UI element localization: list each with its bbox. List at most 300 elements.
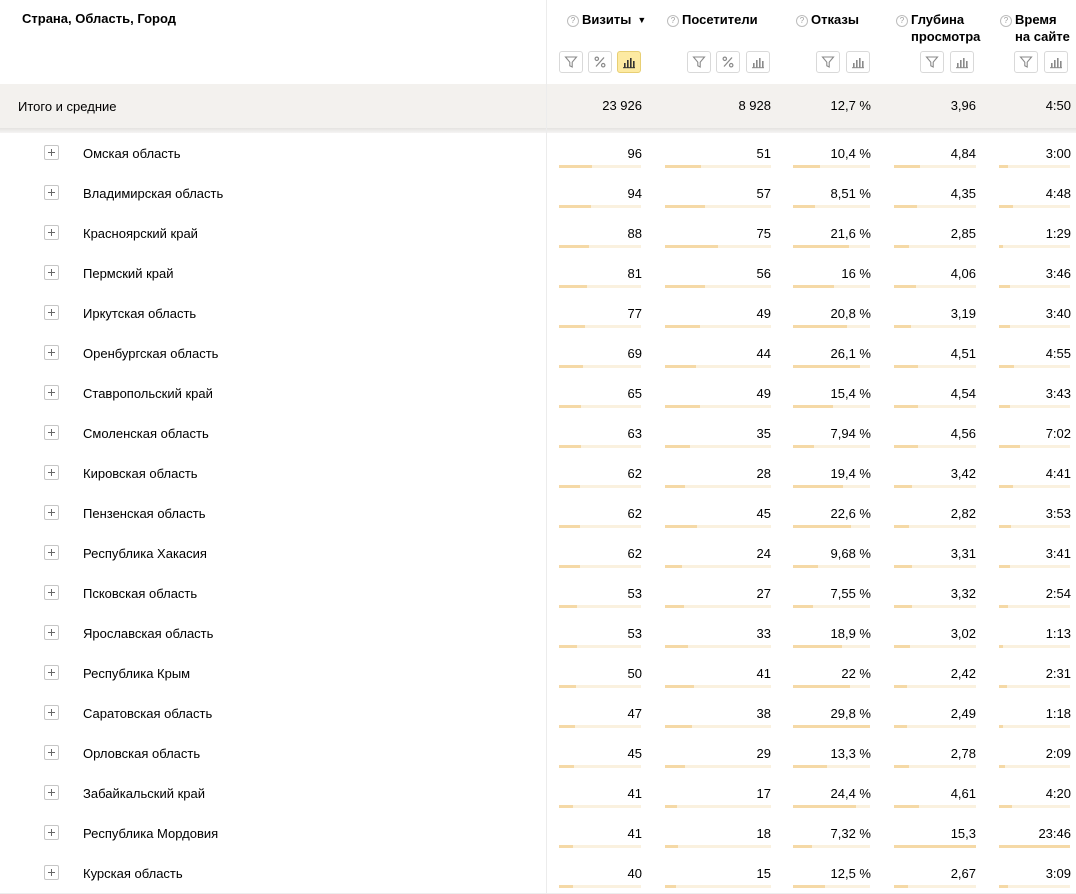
bar-track-depth	[894, 245, 976, 248]
bar-fill-bounce	[793, 485, 843, 488]
cell-visits: 62	[627, 546, 642, 561]
region-name[interactable]: Республика Крым	[83, 666, 191, 681]
expand-plus-icon[interactable]	[44, 185, 59, 200]
visitors-bar-chart-button[interactable]	[746, 51, 770, 73]
region-name[interactable]: Пермский край	[83, 266, 174, 281]
percent-icon	[593, 55, 607, 69]
cell-visits: 77	[627, 306, 642, 321]
cell-time: 3:43	[1045, 386, 1071, 401]
bar-fill-time	[999, 685, 1007, 688]
cell-time: 2:09	[1045, 746, 1071, 761]
cell-time: 23:46	[1038, 826, 1071, 841]
table-row[interactable]	[0, 573, 1076, 614]
cell-time: 3:41	[1045, 546, 1071, 561]
cell-depth: 2,42	[950, 666, 976, 681]
cell-visits: 94	[627, 186, 642, 201]
cell-visitors: 44	[756, 346, 771, 361]
bar-track-time	[999, 325, 1070, 328]
cell-visitors: 17	[756, 786, 771, 801]
table-row[interactable]	[0, 533, 1076, 574]
bar-track-visits	[559, 245, 641, 248]
filter-icon	[925, 55, 939, 69]
expand-plus-icon[interactable]	[44, 385, 59, 400]
cell-visitors: 51	[756, 146, 771, 161]
bar-fill-depth	[894, 525, 909, 528]
table-row[interactable]	[0, 773, 1076, 814]
region-name[interactable]: Пензенская область	[83, 506, 206, 521]
cell-depth: 3,19	[950, 306, 976, 321]
help-icon[interactable]: ?	[896, 15, 908, 27]
cell-depth: 4,56	[950, 426, 976, 441]
column-header-visitors[interactable]	[667, 11, 758, 28]
cell-visits: 47	[627, 706, 642, 721]
bar-track-bounce	[793, 525, 870, 528]
cell-time: 3:53	[1045, 506, 1071, 521]
region-name[interactable]: Владимирская область	[83, 186, 224, 201]
bar-fill-bounce	[793, 405, 833, 408]
bar-fill-time	[999, 285, 1010, 288]
table-row[interactable]	[0, 853, 1076, 894]
depth-filter-button[interactable]	[920, 51, 944, 73]
bar-fill-time	[999, 525, 1011, 528]
bar-fill-bounce	[793, 645, 842, 648]
region-name[interactable]: Оренбургская область	[83, 346, 219, 361]
bar-track-depth	[894, 405, 976, 408]
bar-track-visitors	[665, 845, 771, 848]
bar-track-bounce	[793, 445, 870, 448]
bar-track-time	[999, 485, 1070, 488]
table-row[interactable]	[0, 173, 1076, 214]
bar-fill-bounce	[793, 165, 820, 168]
bar-fill-time	[999, 485, 1013, 488]
region-name[interactable]: Ярославская область	[83, 626, 214, 641]
table-header	[0, 0, 1076, 84]
table-row[interactable]	[0, 253, 1076, 294]
visitors-percent-button[interactable]	[716, 51, 740, 73]
expand-plus-icon[interactable]	[44, 425, 59, 440]
bar-fill-visitors	[665, 805, 677, 808]
bar-fill-bounce	[793, 325, 847, 328]
expand-plus-icon[interactable]	[44, 545, 59, 560]
cell-bounce: 29,8 %	[830, 706, 871, 721]
bar-fill-depth	[894, 805, 919, 808]
bar-fill-bounce	[793, 565, 818, 568]
bar-track-visitors	[665, 765, 771, 768]
bar-track-time	[999, 685, 1070, 688]
cell-time: 4:48	[1045, 186, 1071, 201]
visitors-filter-button[interactable]	[687, 51, 711, 73]
bar-fill-depth	[894, 165, 920, 168]
percent-icon	[721, 55, 735, 69]
column-header-depth[interactable]	[896, 11, 980, 45]
visits-bar-chart-button[interactable]	[617, 51, 641, 73]
bounce-bar-chart-button[interactable]	[846, 51, 870, 73]
table-row[interactable]	[0, 733, 1076, 774]
bar-fill-time	[999, 405, 1010, 408]
cell-time: 7:02	[1045, 426, 1071, 441]
bar-track-depth	[894, 445, 976, 448]
bar-fill-visitors	[665, 645, 688, 648]
bar-track-bounce	[793, 165, 870, 168]
table-row[interactable]	[0, 293, 1076, 334]
table-row[interactable]	[0, 373, 1076, 414]
totals-visits: 23 926	[602, 98, 642, 113]
bar-fill-visits	[559, 445, 581, 448]
time-bar-chart-button[interactable]	[1044, 51, 1068, 73]
bar-track-visitors	[665, 525, 771, 528]
bar-track-visitors	[665, 605, 771, 608]
visits-percent-button[interactable]	[588, 51, 612, 73]
bar-track-time	[999, 165, 1070, 168]
column-header-label: Визиты	[582, 12, 632, 27]
bar-track-bounce	[793, 685, 870, 688]
bar-fill-time	[999, 765, 1005, 768]
bar-fill-visits	[559, 205, 591, 208]
region-name[interactable]: Орловская область	[83, 746, 201, 761]
bar-track-time	[999, 245, 1070, 248]
bar-track-visitors	[665, 285, 771, 288]
bar-fill-depth	[894, 725, 907, 728]
bar-track-bounce	[793, 765, 870, 768]
bar-fill-visitors	[665, 405, 700, 408]
bar-fill-visits	[559, 845, 573, 848]
filter-icon	[1019, 55, 1033, 69]
region-name[interactable]: Саратовская область	[83, 706, 213, 721]
bar-fill-bounce	[793, 525, 851, 528]
cell-depth: 2,85	[950, 226, 976, 241]
bar-track-visits	[559, 485, 641, 488]
bar-track-bounce	[793, 845, 870, 848]
bar-track-bounce	[793, 285, 870, 288]
region-name[interactable]: Республика Мордовия	[83, 826, 219, 841]
bar-chart-icon	[1049, 55, 1063, 69]
expand-plus-icon[interactable]	[44, 865, 59, 880]
bar-chart-icon	[622, 55, 636, 69]
bar-track-bounce	[793, 205, 870, 208]
cell-time: 1:18	[1045, 706, 1071, 721]
bar-fill-visitors	[665, 845, 678, 848]
table-row[interactable]	[0, 613, 1076, 654]
bar-fill-visitors	[665, 765, 685, 768]
bar-track-visits	[559, 365, 641, 368]
bar-track-bounce	[793, 565, 870, 568]
cell-time: 4:41	[1045, 466, 1071, 481]
bar-fill-visits	[559, 725, 575, 728]
bar-fill-bounce	[793, 885, 825, 888]
bar-track-visitors	[665, 685, 771, 688]
region-name[interactable]: Иркутская область	[83, 306, 197, 321]
cell-visits: 63	[627, 426, 642, 441]
column-header-time[interactable]	[1000, 11, 1070, 45]
cell-bounce: 15,4 %	[830, 386, 871, 401]
cell-visits: 65	[627, 386, 642, 401]
bar-fill-visitors	[665, 605, 684, 608]
bar-fill-time	[999, 325, 1010, 328]
bar-fill-bounce	[793, 845, 812, 848]
column-header-bounce[interactable]	[796, 11, 859, 28]
bar-track-visitors	[665, 725, 771, 728]
expand-plus-icon[interactable]	[44, 825, 59, 840]
bar-track-depth	[894, 805, 976, 808]
cell-depth: 4,51	[950, 346, 976, 361]
depth-bar-chart-button[interactable]	[950, 51, 974, 73]
cell-visitors: 29	[756, 746, 771, 761]
bar-fill-visitors	[665, 725, 692, 728]
cell-time: 1:29	[1045, 226, 1071, 241]
cell-bounce: 24,4 %	[830, 786, 871, 801]
table-row[interactable]	[0, 813, 1076, 854]
table-row[interactable]	[0, 493, 1076, 534]
cell-visitors: 49	[756, 386, 771, 401]
bar-track-bounce	[793, 805, 870, 808]
expand-plus-icon[interactable]	[44, 345, 59, 360]
cell-bounce: 21,6 %	[830, 226, 871, 241]
cell-visitors: 56	[756, 266, 771, 281]
help-icon[interactable]: ?	[567, 15, 579, 27]
bar-track-depth	[894, 285, 976, 288]
bar-track-depth	[894, 885, 976, 888]
bar-track-bounce	[793, 725, 870, 728]
help-icon[interactable]: ?	[1000, 15, 1012, 27]
expand-plus-icon[interactable]	[44, 145, 59, 160]
bar-fill-bounce	[793, 725, 870, 728]
bar-fill-time	[999, 845, 1070, 848]
bar-track-bounce	[793, 605, 870, 608]
region-name[interactable]: Псковская область	[83, 586, 198, 601]
expand-plus-icon[interactable]	[44, 785, 59, 800]
cell-visitors: 33	[756, 626, 771, 641]
region-name[interactable]: Республика Хакасия	[83, 546, 207, 561]
bar-track-visits	[559, 285, 641, 288]
table-row[interactable]	[0, 453, 1076, 494]
cell-visitors: 57	[756, 186, 771, 201]
region-name[interactable]: Кировская область	[83, 466, 198, 481]
bar-fill-bounce	[793, 685, 850, 688]
table-row[interactable]	[0, 653, 1076, 694]
cell-bounce: 19,4 %	[830, 466, 871, 481]
cell-bounce: 18,9 %	[830, 626, 871, 641]
bar-fill-visits	[559, 565, 580, 568]
bar-fill-bounce	[793, 365, 860, 368]
region-name[interactable]: Курская область	[83, 866, 183, 881]
bar-track-visitors	[665, 205, 771, 208]
time-filter-button[interactable]	[1014, 51, 1038, 73]
expand-plus-icon[interactable]	[44, 225, 59, 240]
bar-fill-depth	[894, 885, 908, 888]
bar-fill-time	[999, 725, 1003, 728]
bar-fill-visitors	[665, 245, 718, 248]
bar-fill-visits	[559, 485, 580, 488]
cell-bounce: 12,5 %	[830, 866, 871, 881]
bar-track-visits	[559, 565, 641, 568]
bar-fill-visits	[559, 645, 577, 648]
bar-fill-time	[999, 365, 1014, 368]
column-header-label: Время на сайте	[1015, 12, 1070, 44]
bar-track-bounce	[793, 885, 870, 888]
expand-plus-icon[interactable]	[44, 465, 59, 480]
cell-bounce: 9,68 %	[830, 546, 871, 561]
bar-fill-depth	[894, 365, 918, 368]
cell-bounce: 22,6 %	[830, 506, 871, 521]
bar-track-visits	[559, 525, 641, 528]
bar-track-depth	[894, 565, 976, 568]
bar-fill-depth	[894, 685, 907, 688]
cell-depth: 4,61	[950, 786, 976, 801]
bar-track-visitors	[665, 325, 771, 328]
expand-plus-icon[interactable]	[44, 665, 59, 680]
sort-desc-icon[interactable]: ▼	[637, 15, 647, 25]
cell-depth: 2,49	[950, 706, 976, 721]
expand-plus-icon[interactable]	[44, 505, 59, 520]
bar-track-time	[999, 285, 1070, 288]
bar-track-bounce	[793, 485, 870, 488]
bar-track-visitors	[665, 565, 771, 568]
bar-track-visitors	[665, 165, 771, 168]
bar-fill-visits	[559, 245, 589, 248]
bar-fill-depth	[894, 605, 912, 608]
bounce-filter-button[interactable]	[816, 51, 840, 73]
bar-track-bounce	[793, 405, 870, 408]
table-row[interactable]	[0, 413, 1076, 454]
cell-depth: 3,02	[950, 626, 976, 641]
cell-depth: 3,32	[950, 586, 976, 601]
bar-fill-visitors	[665, 525, 697, 528]
bar-track-visits	[559, 445, 641, 448]
cell-depth: 4,54	[950, 386, 976, 401]
bar-fill-visits	[559, 605, 577, 608]
cell-bounce: 22 %	[841, 666, 871, 681]
expand-plus-icon[interactable]	[44, 625, 59, 640]
cell-visits: 81	[627, 266, 642, 281]
bar-fill-visitors	[665, 165, 701, 168]
bar-fill-visitors	[665, 205, 705, 208]
cell-visits: 62	[627, 506, 642, 521]
bar-fill-depth	[894, 325, 911, 328]
region-name[interactable]: Ставропольский край	[83, 386, 213, 401]
bar-chart-icon	[851, 55, 865, 69]
region-name[interactable]: Забайкальский край	[83, 786, 206, 801]
region-name[interactable]: Омская область	[83, 146, 181, 161]
bar-fill-depth	[894, 845, 976, 848]
bar-fill-time	[999, 805, 1012, 808]
bar-track-time	[999, 525, 1070, 528]
bar-track-visits	[559, 805, 641, 808]
cell-visitors: 45	[756, 506, 771, 521]
column-header-visits[interactable]	[567, 11, 646, 29]
bar-chart-icon	[751, 55, 765, 69]
bar-track-visitors	[665, 805, 771, 808]
bar-fill-visits	[559, 285, 587, 288]
cell-bounce: 8,51 %	[830, 186, 871, 201]
bar-fill-time	[999, 885, 1008, 888]
cell-time: 2:31	[1045, 666, 1071, 681]
bar-track-time	[999, 885, 1070, 888]
expand-plus-icon[interactable]	[44, 745, 59, 760]
bar-fill-visitors	[665, 445, 690, 448]
bar-track-visits	[559, 605, 641, 608]
bar-track-depth	[894, 685, 976, 688]
bar-track-visitors	[665, 405, 771, 408]
bar-track-depth	[894, 205, 976, 208]
cell-visits: 40	[627, 866, 642, 881]
cell-time: 3:09	[1045, 866, 1071, 881]
bar-fill-depth	[894, 765, 909, 768]
help-icon[interactable]: ?	[796, 15, 808, 27]
bar-fill-visitors	[665, 885, 676, 888]
region-name[interactable]: Смоленская область	[83, 426, 209, 441]
cell-bounce: 26,1 %	[830, 346, 871, 361]
bar-fill-visitors	[665, 325, 700, 328]
expand-plus-icon[interactable]	[44, 265, 59, 280]
bar-fill-depth	[894, 205, 917, 208]
bar-track-visits	[559, 765, 641, 768]
cell-time: 4:55	[1045, 346, 1071, 361]
bar-chart-icon	[955, 55, 969, 69]
bar-fill-bounce	[793, 805, 856, 808]
cell-bounce: 7,55 %	[830, 586, 871, 601]
bar-fill-time	[999, 565, 1010, 568]
cell-time: 1:13	[1045, 626, 1071, 641]
bar-track-time	[999, 445, 1070, 448]
bar-track-time	[999, 765, 1070, 768]
region-name[interactable]: Красноярский край	[83, 226, 198, 241]
cell-bounce: 7,94 %	[830, 426, 871, 441]
bar-track-bounce	[793, 365, 870, 368]
expand-plus-icon[interactable]	[44, 305, 59, 320]
table-row[interactable]	[0, 213, 1076, 254]
bar-track-depth	[894, 325, 976, 328]
bar-fill-visitors	[665, 565, 682, 568]
cell-visitors: 24	[756, 546, 771, 561]
bar-track-depth	[894, 485, 976, 488]
bar-track-time	[999, 365, 1070, 368]
help-icon[interactable]: ?	[667, 15, 679, 27]
bar-fill-visitors	[665, 485, 685, 488]
cell-visitors: 15	[756, 866, 771, 881]
dimension-header[interactable]: Страна, Область, Город	[22, 11, 176, 26]
cell-visitors: 38	[756, 706, 771, 721]
bar-fill-depth	[894, 445, 918, 448]
expand-plus-icon[interactable]	[44, 705, 59, 720]
bar-track-depth	[894, 525, 976, 528]
table-row[interactable]	[0, 693, 1076, 734]
bar-track-time	[999, 805, 1070, 808]
cell-visits: 88	[627, 226, 642, 241]
expand-plus-icon[interactable]	[44, 585, 59, 600]
bar-track-visitors	[665, 365, 771, 368]
bar-fill-visits	[559, 765, 574, 768]
cell-depth: 4,06	[950, 266, 976, 281]
bar-fill-depth	[894, 405, 918, 408]
bar-fill-visits	[559, 525, 580, 528]
bar-track-visitors	[665, 485, 771, 488]
bar-track-time	[999, 405, 1070, 408]
bar-track-visits	[559, 645, 641, 648]
totals-time: 4:50	[1045, 98, 1071, 113]
bar-fill-visits	[559, 685, 576, 688]
bar-fill-bounce	[793, 605, 813, 608]
cell-visitors: 41	[756, 666, 771, 681]
cell-bounce: 7,32 %	[830, 826, 871, 841]
table-row[interactable]	[0, 133, 1076, 174]
table-row[interactable]	[0, 333, 1076, 374]
bar-fill-depth	[894, 485, 912, 488]
bar-track-visits	[559, 845, 641, 848]
visits-filter-button[interactable]	[559, 51, 583, 73]
cell-visits: 62	[627, 466, 642, 481]
cell-bounce: 16 %	[841, 266, 871, 281]
bar-track-time	[999, 645, 1070, 648]
